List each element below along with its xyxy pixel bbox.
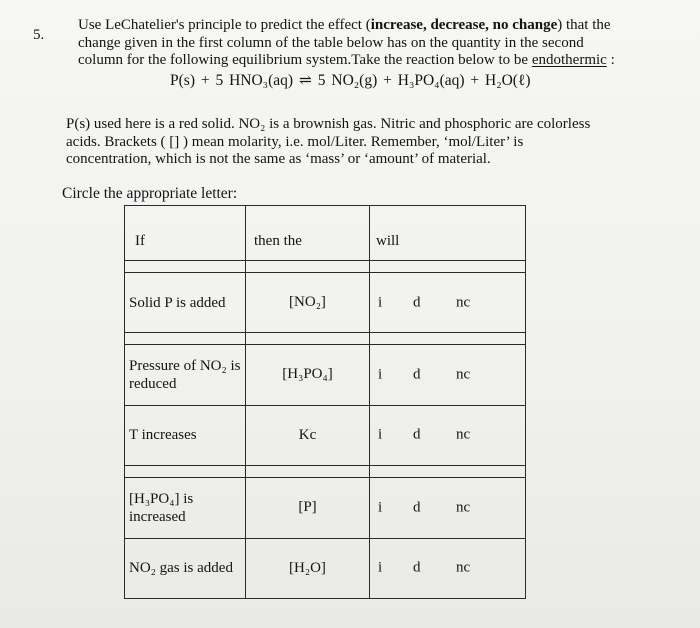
options-cell [370,405,526,465]
option-no-change[interactable]: nc [456,559,471,576]
option-increase[interactable]: i [378,426,383,443]
instruction-text: Circle the appropriate letter: [62,185,238,202]
table-row [125,478,526,538]
reaction-equation: P(s) + 5 HNO₃(aq) ⇌ 5 NO₂(g) + H₃PO₄(aq) + H₂O(ℓ) [170,72,531,89]
options-cell [370,272,526,332]
table-row [125,538,526,599]
options-cell [370,538,526,599]
table-row [125,345,526,405]
option-increase[interactable]: i [378,294,383,311]
condition-cell: NO₂ gas is added [125,538,246,599]
header-then-the: then the [246,206,370,261]
condition-cell: Pressure of NO₂ is reduced [125,345,246,405]
effect-choices: increase, decrease, no change [370,17,558,33]
quantity-cell: Kc [246,405,370,465]
description-paragraph: P(s) used here is a red solid. NO₂ is a brownish gas. Nitric and phosphoric are colorless acids. Brackets ( [] ) mean molarity, i.e. mol/Liter. Remember, ‘mol/Liter’ is concentration, which is not the same as ‘mass’ or ‘amount’ of material. [66,116,591,167]
condition-cell: Solid P is added [125,272,246,332]
options-cell [370,345,526,405]
option-decrease[interactable]: d [413,559,421,576]
table-row [125,405,526,465]
option-decrease[interactable]: d [413,426,421,443]
question-number: 5. [33,27,45,43]
option-no-change[interactable]: nc [456,499,471,516]
option-no-change[interactable]: nc [456,366,471,383]
option-increase[interactable]: i [378,559,383,576]
endothermic-label: endothermic [531,52,607,68]
condition-cell: T increases [125,405,246,465]
table-row [125,272,526,332]
option-decrease[interactable]: d [413,499,421,516]
condition-cell: [H₃PO₄] is increased [125,478,246,538]
quantity-cell: [H₂O] [246,538,370,599]
header-will: will [370,206,526,261]
header-if: If [125,206,246,261]
option-increase[interactable]: i [378,366,383,383]
quantity-cell: [P] [246,478,370,538]
question-intro: Use LeChatelier's principle to predict the effect (increase, decrease, no change) that the change given in the first column of the table below has on the quantity in the second column for the following equilibrium system.Take the reaction below to be endothermic : [78,17,615,68]
table-header-row [125,206,526,261]
quantity-cell: [NO₂] [246,272,370,332]
option-decrease[interactable]: d [413,294,421,311]
quantity-cell: [H₃PO₄] [246,345,370,405]
answer-table [124,205,526,599]
option-no-change[interactable]: nc [456,426,471,443]
option-decrease[interactable]: d [413,366,421,383]
option-increase[interactable]: i [378,499,383,516]
option-no-change[interactable]: nc [456,294,471,311]
options-cell [370,478,526,538]
